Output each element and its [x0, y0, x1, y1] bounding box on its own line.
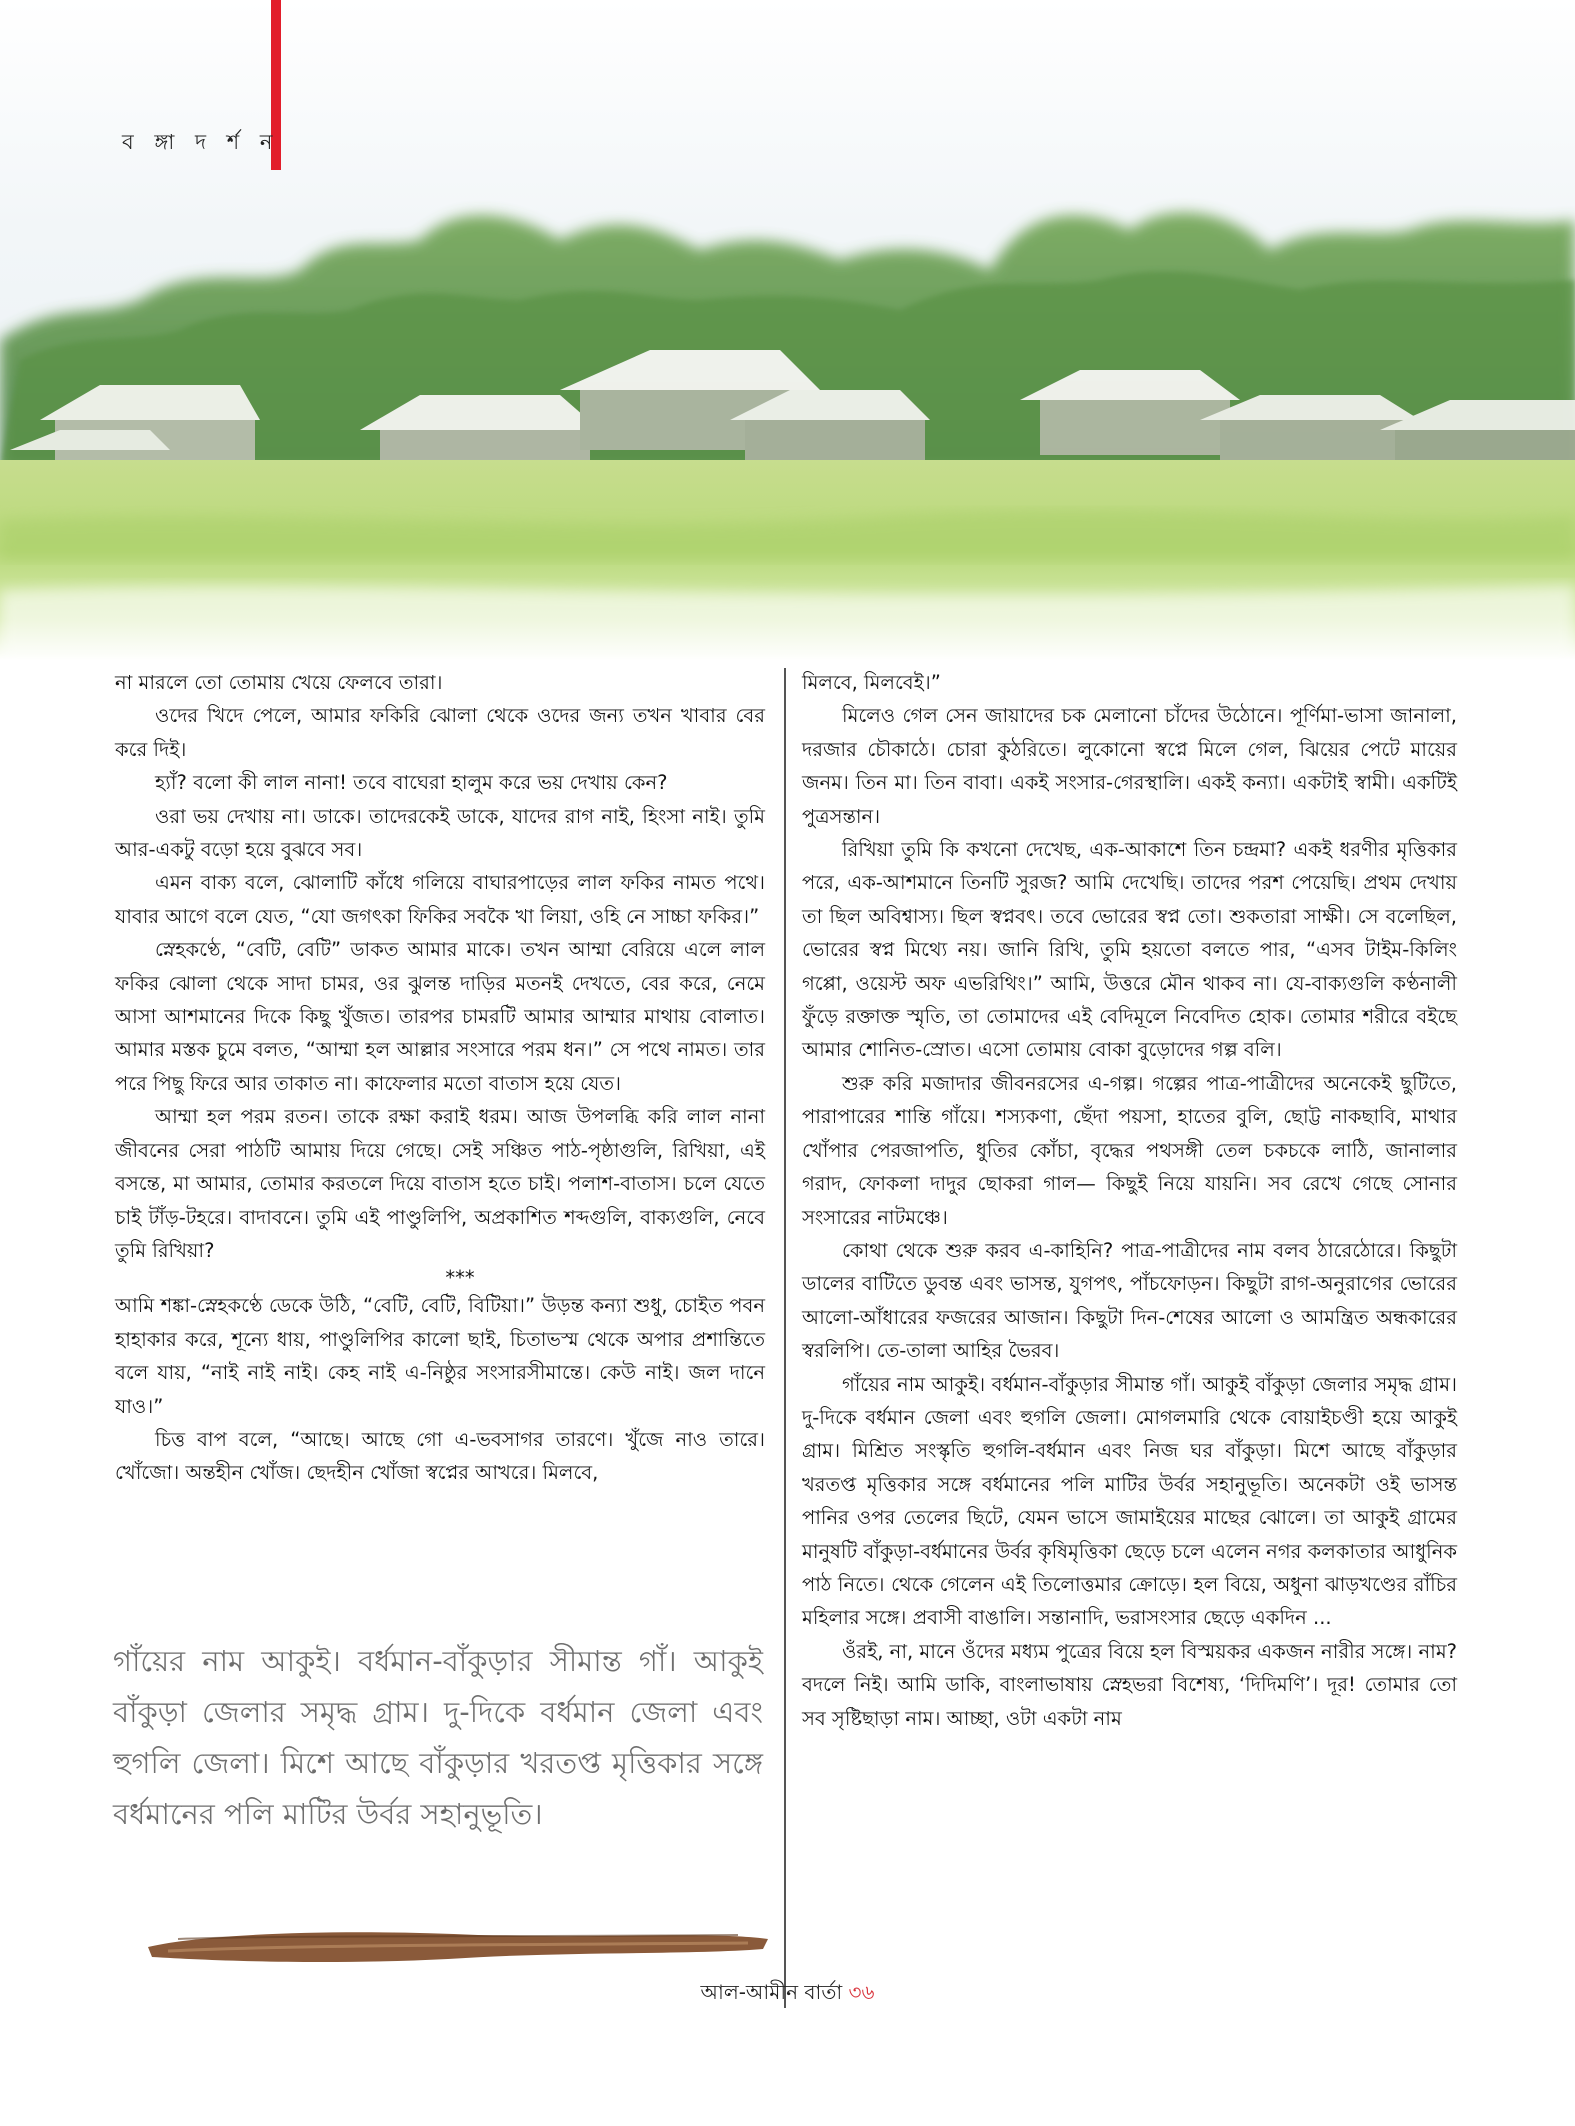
- paragraph: ওঁরই, না, মানে ওঁদের মধ্যম পুত্রের বিয়ে হল বিস্ময়কর একজন নারীর সঙ্গে। নাম? বদলে নিই। আমি ডাকি, বাংলাভাষায় স্নেহভরা বিশেষ্য, ‘দিদিমণি’। দূর! তোমার তো সব সৃষ্টিছাড়া নাম। আচ্ছা, ওটা একটা নাম: [802, 1639, 1457, 1730]
- column-divider: [784, 668, 786, 2008]
- paragraph: ওরা ভয় দেখায় না। ডাকে। তাদেরকেই ডাকে, যাদের রাগ নাই, হিংসা নাই। তুমি আর-একটু বড়ো হয়ে বুঝবে সব।: [115, 804, 765, 862]
- paragraph: স্নেহকণ্ঠে, “বেটি, বেটি” ডাকত আমার মাকে। তখন আম্মা বেরিয়ে এলে লাল ফকির ঝোলা থেকে সাদা চামর, ওর ঝুলন্ত দাড়ির মতনই দেখতে, বের করে, নেমে আসা আশমানের দিকে কিছু খুঁজত। তারপর চামরটি আমার আম্মার মাথায় বোলাত। আমার মস্তক চুমে বলত, “আম্মা হল আল্লার সংসারে পরম ধন।” সে পথে নামত। তার পরে পিছু ফিরে আর তাকাত না। কাফেলার মতো বাতাস হয়ে যেত।: [115, 938, 765, 1095]
- section-label: ব ঙ্গা দ র্শ ন: [122, 130, 280, 154]
- brush-stroke-decoration: [148, 1925, 768, 1967]
- section-break: ***: [445, 1266, 475, 1290]
- paragraph: চিত্ত বাপ বলে, “আছে। আছে গো এ-ভবসাগর তারণে। খুঁজে নাও তারে। খোঁজো। অন্তহীন খোঁজ। ছেদহীন খোঁজা স্বপ্নের আখরে। মিলবে,: [115, 1427, 765, 1485]
- paragraph: মিলবে, মিলবেই।”: [802, 671, 941, 694]
- paragraph: শুরু করি মজাদার জীবনরসের এ-গল্প। গল্পের পাত্র-পাত্রীদের অনেকেই ছুটিতে, পারাপারের শান্তি গাঁয়ে। শস্যকণা, ছেঁদা পয়সা, হাতের বুলি, ছোট্ট নাকছাবি, মাথার খোঁপার পেরজাপতি, ধুতির কোঁচা, বৃদ্ধের পথসঙ্গী তেল চকচকে লাঠি, জানালার গরাদ, ফোকলা দাদুর ছোকরা গাল— কিছুই নিয়ে যায়নি। সব রেখে গেছে সোনার সংসারের নাটমঞ্চে।: [802, 1071, 1457, 1229]
- paragraph: রিখিয়া তুমি কি কখনো দেখেছ, এক-আকাশে তিন চন্দ্রমা? একই ধরণীর মৃত্তিকার পরে, এক-আশমানে তিনটি সুরজ? আমি দেখেছি। তাদের পরশ পেয়েছি। প্রথম দেখায় তা ছিল অবিশ্বাস্য। ছিল স্বপ্নবৎ। তবে ভোরের স্বপ্ন তো। শুকতারা সাক্ষী। সে বলেছিল, ভোরের স্বপ্ন মিথ্যে নয়। জানি রিখি, তুমি হয়তো বলতে পার, “এসব টাইম-কিলিং গপ্পো, ওয়েস্ট অফ এভরিথিং।” আমি, উত্তরে মৌন থাকব না। যে-বাক্যগুলি কণ্ঠনালী ফুঁড়ে রক্তাক্ত স্মৃতি, তা তোমাদের এই বেদিমূলে নিবেদিত হোক। তোমার শরীরে বইছে আমার শোনিত-স্রোত। এসো তোমায় বোকা বুড়োদের গল্প বলি।: [802, 838, 1457, 1062]
- paragraph: এমন বাক্য বলে, ঝোলাটি কাঁধে গলিয়ে বাঘারপাড়ের লাল ফকির নামত পথে। যাবার আগে বলে যেত, “যো জগৎকা ফিকির সবকৈ খা লিয়া, ওহি নে সাচ্চা ফকির।”: [115, 871, 765, 928]
- right-text-column: [802, 666, 1457, 1735]
- magazine-name: আল-আমীন বার্তা: [700, 1980, 843, 2004]
- pull-quote: গাঁয়ের নাম আকুই। বর্ধমান-বাঁকুড়ার সীমান্ত গাঁ। আকুই বাঁকুড়া জেলার সমৃদ্ধ গ্রাম। দু-দিকে বর্ধমান জেলা এবং হুগলি জেলা। মিশে আছে বাঁকুড়ার খরতপ্ত মৃত্তিকার সঙ্গে বর্ধমানের পলি মাটির উর্বর সহানুভূতি।: [113, 1644, 763, 1831]
- village-watercolor-illustration: [0, 0, 1575, 660]
- paragraph: গাঁয়ের নাম আকুই। বর্ধমান-বাঁকুড়ার সীমান্ত গাঁ। আকুই বাঁকুড়া জেলার সমৃদ্ধ গ্রাম। দু-দিকে বর্ধমান জেলা এবং হুগলি জেলা। মোগলমারি থেকে বোয়াইচণ্ডী হয়ে আকুই গ্রাম। মিশ্রিত সংস্কৃতি হুগলি-বর্ধমান এবং নিজ ঘর বাঁকুড়া। মিশে আছে বাঁকুড়ার খরতপ্ত মৃত্তিকার সঙ্গে বর্ধমানের পলি মাটির উর্বর সহানুভূতি। অনেকটা ওই ভাসন্ত পানির ওপর তেলের ছিটে, যেমন ভাসে জামাইয়ের মাছের ঝোলে। তা আকুই গ্রামের মানুষটি বাঁকুড়া-বর্ধমানের উর্বর কৃষিমৃত্তিকা ছেড়ে চলে এলেন নগর কলকাতার আধুনিক পাঠ নিতে। থেকে গেলেন এই তিলোত্তমার ক্রোড়ে। হল বিয়ে, অধুনা ঝাড়খণ্ডের রাঁচির মহিলার সঙ্গে। প্রবাসী বাঙালি। সন্তানাদি, ভরাসংসার ছেড়ে একদিন ...: [802, 1372, 1457, 1630]
- page-number: ৩৬: [848, 1980, 875, 2004]
- paragraph: কোথা থেকে শুরু করব এ-কাহিনি? পাত্র-পাত্রীদের নাম বলব ঠারেঠোরে। কিছুটা ডালের বাটিতে ডুবন্ত এবং ভাসন্ত, যুগপৎ, পাঁচফোড়ন। কিছুটা রাগ-অনুরাগের ভোরের আলো-আঁধারের ফজরের আজান। কিছুটা দিন-শেষের আলো ও আমন্ত্রিত অন্ধকারের স্বরলিপি। তে-তালা আহির ভৈরব।: [802, 1238, 1457, 1363]
- left-text-column: [115, 666, 765, 1490]
- paragraph: আম্মা হল পরম রতন। তাকে রক্ষা করাই ধরম। আজ উপলব্ধি করি লাল নানা জীবনের সেরা পাঠটি আমায় দিয়ে গেছে। সেই সঞ্চিত পাঠ-পৃষ্ঠাগুলি, রিখিয়া, এই বসন্তে, মা আমার, তোমার করতলে দিয়ে বাতাস হতে চাই। পলাশ-বাতাস। চলে যেতে চাই টাঁড়-টহরে। বাদাবনে। তুমি এই পাণ্ডুলিপি, অপ্রকাশিত শব্দগুলি, বাক্যগুলি, নেবে তুমি রিখিয়া?: [115, 1105, 765, 1262]
- paragraph: মিলেও গেল সেন জায়াদের চক মেলানো চাঁদের উঠোনে। পূর্ণিমা-ভাসা জানালা, দরজার চৌকাঠে। চোরা কুঠরিতে। লুকোনো স্বপ্নে মিলে গেল, ঝিয়ের পেটে মায়ের জনম। তিন মা। তিন বাবা। একই সংসার-গেরস্থালি। একই কন্যা। একটাই স্বামী। একটিই পুত্রসন্তান।: [802, 704, 1457, 828]
- page-footer: [0, 1978, 1575, 2011]
- paragraph: না মারলে তো তোমায় খেয়ে ফেলবে তারা।: [115, 671, 443, 694]
- paragraph: আমি শঙ্কা-স্নেহকণ্ঠে ডেকে উঠি, “বেটি, বেটি, বিটিয়া।” উড়ন্ত কন্যা শুধু, চোইত পবন হাহাকার করে, শূন্যে ধায়, পাণ্ডুলিপির কালো ছাই, চিতাভস্ম থেকে অপার প্রশান্তিতে বলে যায়, “নাই নাই নাই। কেহ নাই এ-নিষ্ঠুর সংসারসীমান্তে। কেউ নাই। জল দানে যাও।”: [115, 1294, 765, 1418]
- paragraph: হ্যাঁ? বলো কী লাল নানা! তবে বাঘেরা হালুম করে ভয় দেখায় কেন?: [155, 771, 668, 795]
- paragraph: ওদের খিদে পেলে, আমার ফকিরি ঝোলা থেকে ওদের জন্য তখন খাবার বের করে দিই।: [115, 704, 765, 761]
